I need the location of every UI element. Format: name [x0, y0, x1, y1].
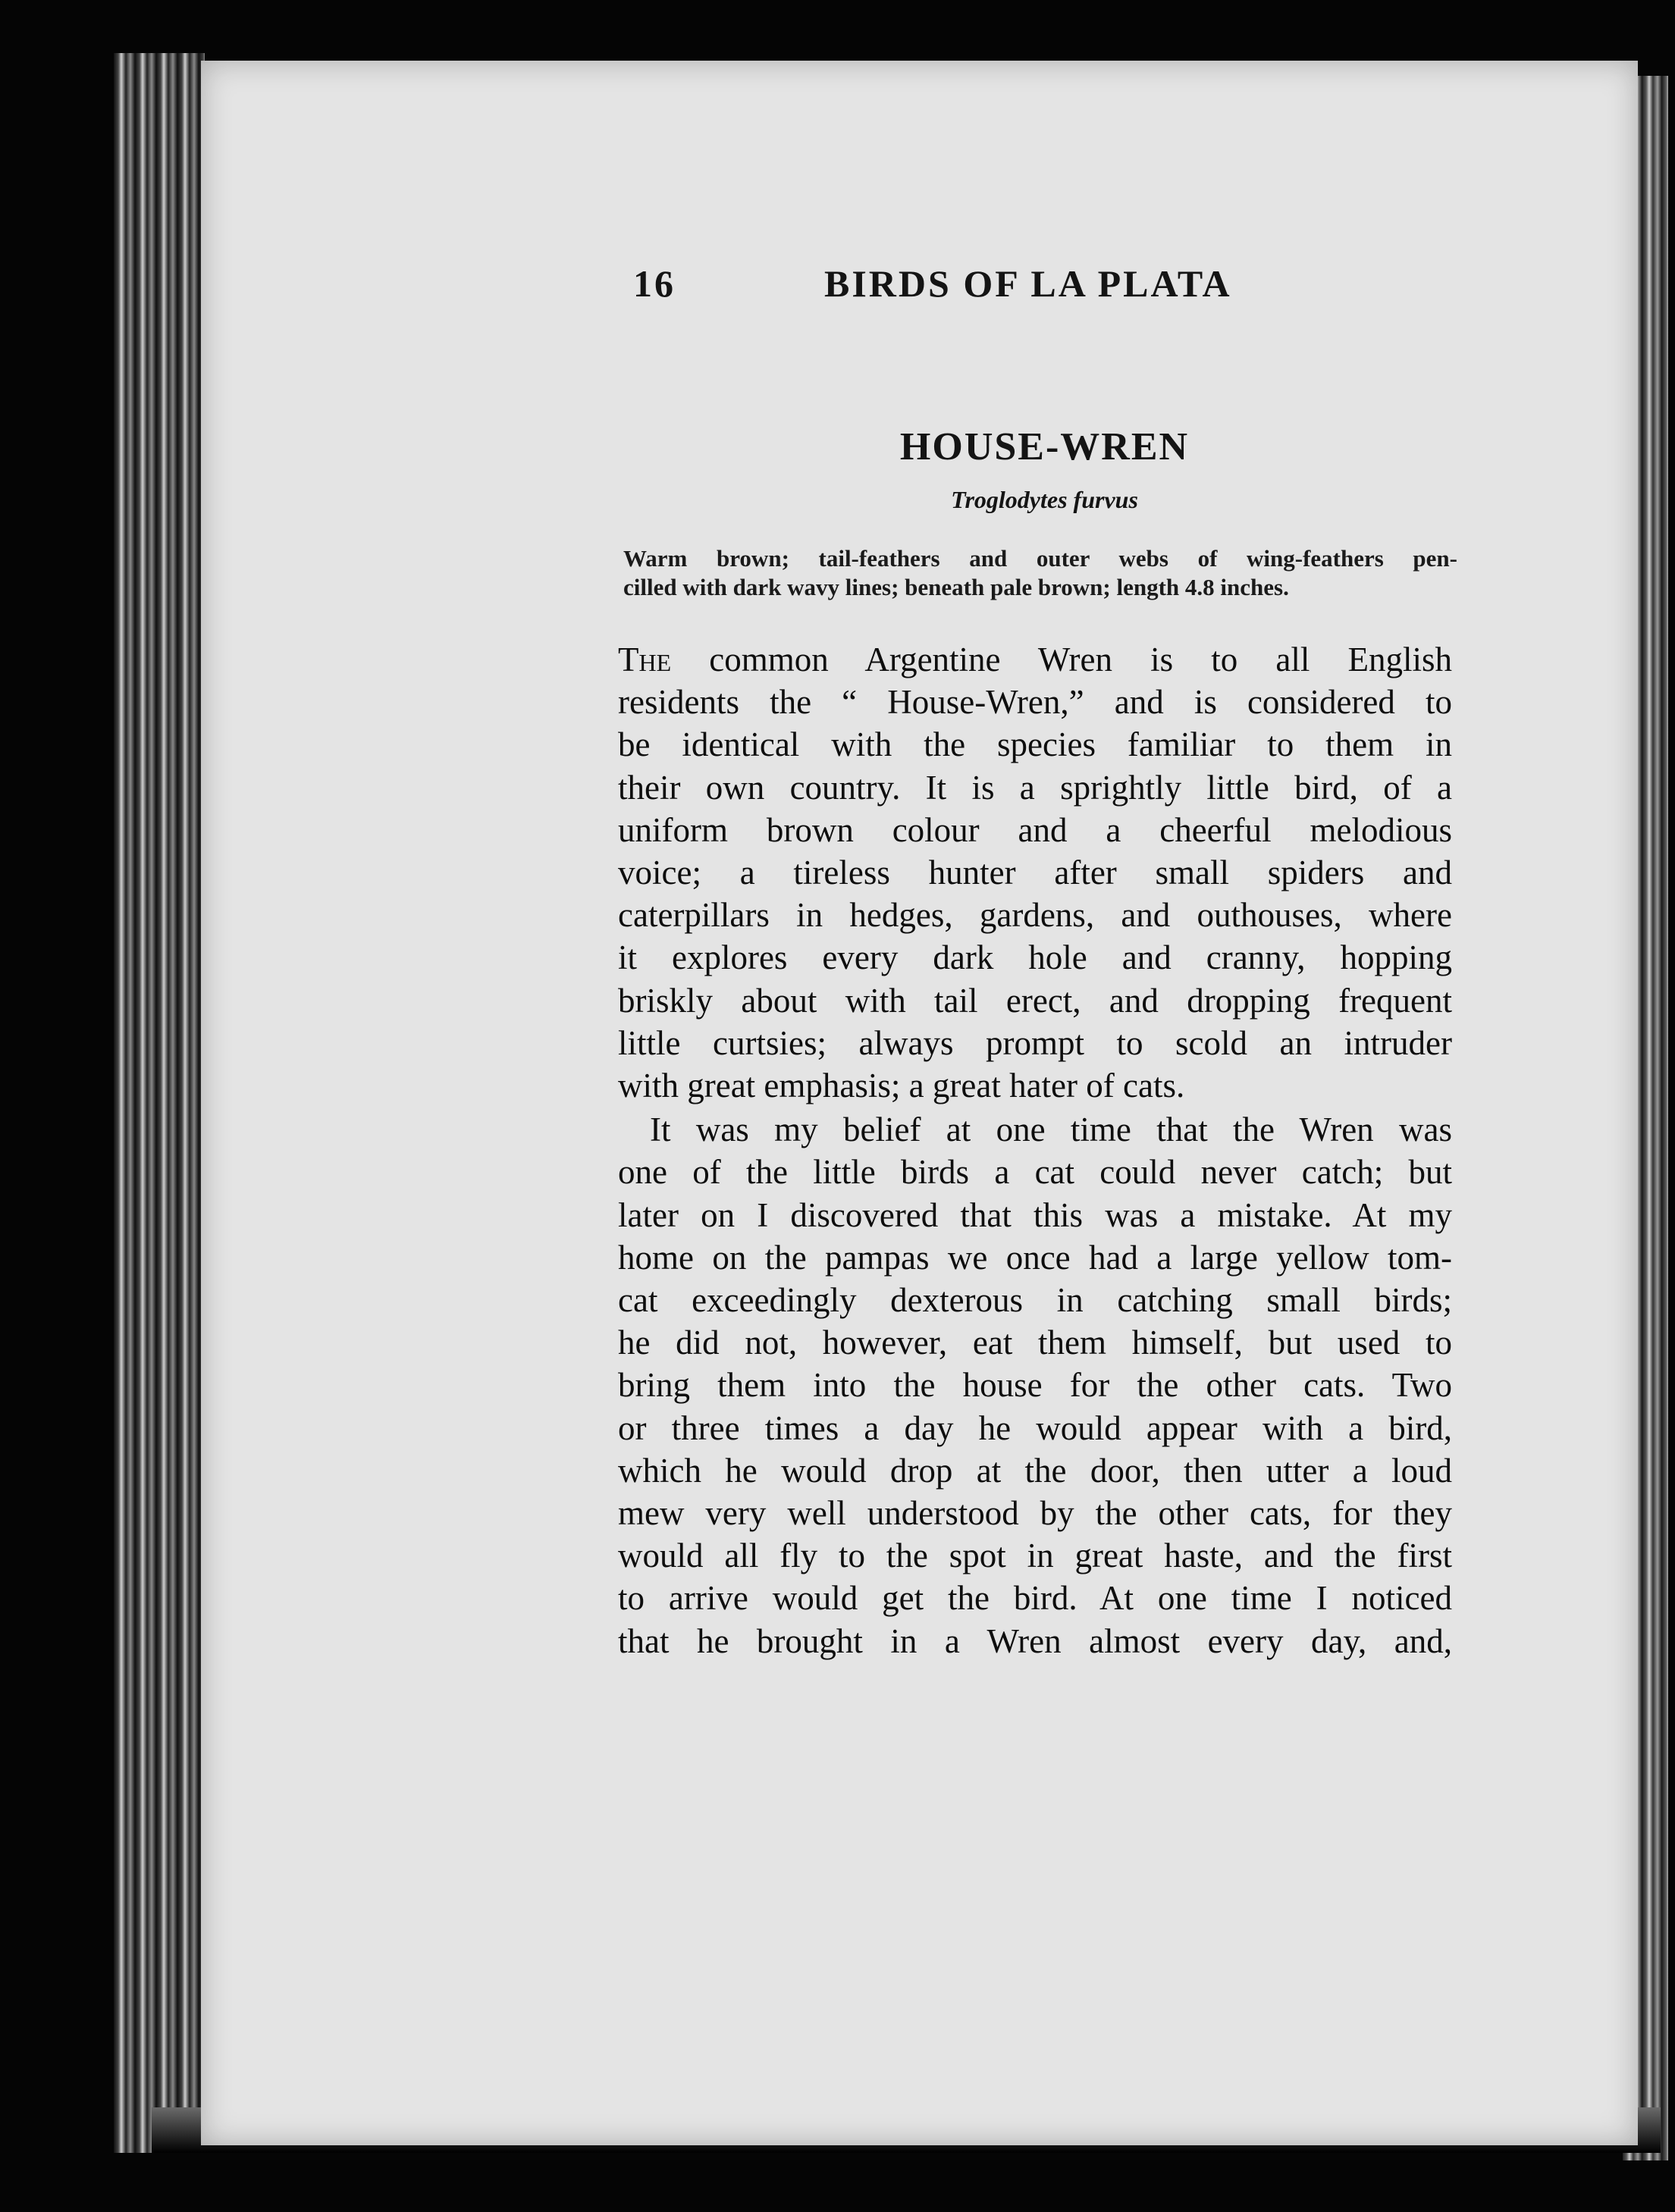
paragraph-2-line: he did not, however, eat them himself, but used to — [618, 1324, 1452, 1362]
paragraph-1-line: it explores every dark hole and cranny, hopping — [618, 938, 1452, 977]
paragraph-1-line-text: common Argentine Wren is to all English — [671, 641, 1452, 678]
paragraph-1-line: with great emphasis; a great hater of cats. — [618, 1067, 1185, 1105]
body-text — [618, 638, 1452, 1662]
paragraph-1-line: be identical with the species familiar to them in — [618, 725, 1452, 764]
paragraph-2-line: which he would drop at the door, then utter a loud — [618, 1451, 1452, 1490]
paragraph-2-line: bring them into the house for the other cats. Two — [618, 1366, 1452, 1405]
book-spine-edge — [114, 53, 205, 2153]
page-number: 16 — [633, 262, 676, 305]
running-title: BIRDS OF LA PLATA — [824, 262, 1232, 305]
paragraph-2-line: later on I discovered that this was a mistake. At my — [618, 1195, 1452, 1234]
article-title: HOUSE-WREN — [899, 425, 1190, 468]
paragraph-1-line: uniform brown colour and a cheerful melodious — [618, 810, 1452, 849]
species-description — [623, 544, 1457, 602]
paragraph-1-line: caterpillars in hedges, gardens, and outhouses, where — [618, 896, 1452, 935]
paragraph-1-line: voice; a tireless hunter after small spiders and — [618, 854, 1452, 892]
paragraph-2-line: would all fly to the spot in great haste, and the first — [618, 1537, 1452, 1575]
paragraph-2-line: home on the pampas we once had a large yellow tom- — [618, 1238, 1452, 1277]
paragraph-1-line — [618, 638, 1452, 681]
paragraph-2-line: It was my belief at one time that the Wren was — [650, 1111, 1452, 1149]
paragraph-2-line: cat exceedingly dexterous in catching small birds; — [618, 1281, 1452, 1320]
paragraph-opening-word: The — [618, 641, 672, 678]
paragraph-1-line: residents the “ House-Wren,” and is considered to — [618, 683, 1452, 722]
article-heading — [614, 425, 1475, 514]
paragraph-2-line: that he brought in a Wren almost every day, and, — [618, 1621, 1452, 1660]
paragraph-2-line: mew very well understood by the other cats, for they — [618, 1494, 1452, 1533]
scientific-name: Troglodytes furvus — [951, 486, 1138, 513]
paragraph-1-line: little curtsies; always prompt to scold an intruder — [618, 1023, 1452, 1062]
paragraph-1-line: briskly about with tail erect, and dropping frequent — [618, 981, 1452, 1020]
running-head — [633, 262, 1285, 322]
paragraph-2-line: one of the little birds a cat could never catch; but — [618, 1153, 1452, 1192]
paragraph-2-line: or three times a day he would appear with a bird, — [618, 1408, 1452, 1447]
description-line: cilled with dark wavy lines; beneath pale brown; length 4.8 inches. — [623, 574, 1289, 600]
paragraph-1-line: their own country. It is a sprightly little bird, of a — [618, 768, 1452, 807]
paragraph-2-line: to arrive would get the bird. At one time I noticed — [618, 1579, 1452, 1618]
description-line: Warm brown; tail-feathers and outer webs of wing-feathers pen- — [623, 545, 1457, 572]
